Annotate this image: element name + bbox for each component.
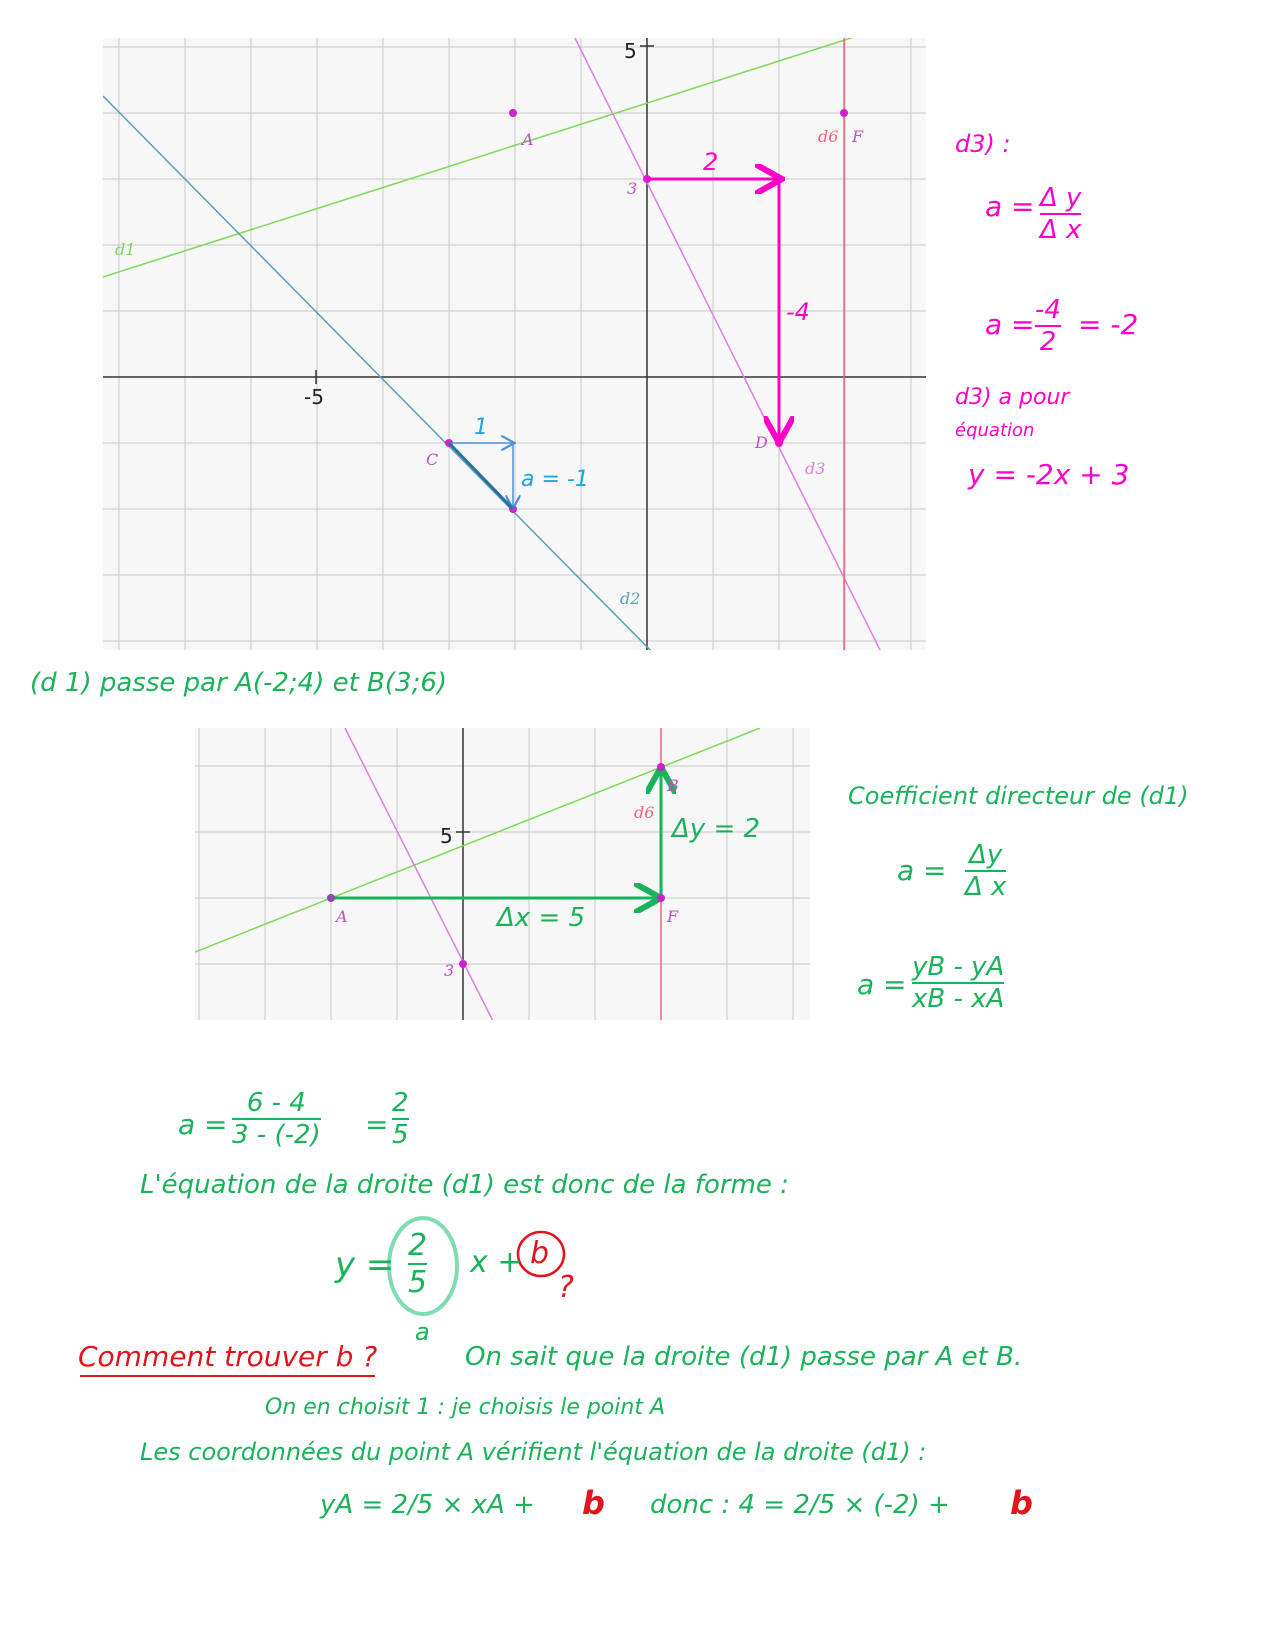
graph2-label-dy: Δy = 2 bbox=[672, 814, 761, 844]
coef-fraction-dy-dx bbox=[965, 840, 1006, 902]
d3-line1: d3) a pour bbox=[955, 385, 1070, 410]
final-mid: donc : 4 = 2/5 × (-2) + bbox=[650, 1490, 950, 1520]
d3-num: -4 bbox=[1035, 295, 1061, 325]
calc-eq: = bbox=[365, 1108, 389, 1141]
calc-fraction bbox=[232, 1088, 321, 1150]
d3-fraction-dy-dx bbox=[1040, 183, 1081, 245]
arrow-label-m4: -4 bbox=[786, 298, 810, 326]
coef-a-eq: a = bbox=[897, 854, 947, 887]
d3-dy: Δ y bbox=[1040, 183, 1082, 213]
d3-equation: y = -2x + 3 bbox=[968, 458, 1130, 491]
graph-2-background bbox=[195, 728, 810, 1020]
graph2-label-B: B bbox=[667, 776, 679, 795]
coef-a-eq2: a = bbox=[857, 968, 907, 1001]
calc-rden: 5 bbox=[392, 1120, 409, 1150]
tick-label-m5: -5 bbox=[304, 385, 324, 409]
coef-num: yB - yA bbox=[912, 952, 1005, 982]
question-text: On sait que la droite (d1) passe par A et B. bbox=[465, 1342, 1023, 1372]
graph2-label-d6: d6 bbox=[634, 803, 655, 822]
final-b1: b bbox=[582, 1484, 605, 1522]
label-d1: d1 bbox=[115, 240, 136, 259]
final-b2: b bbox=[1010, 1484, 1033, 1522]
form-den: 5 bbox=[408, 1265, 428, 1300]
point-D bbox=[775, 439, 783, 447]
slope-label-am1: a = -1 bbox=[521, 467, 589, 492]
point-F bbox=[840, 109, 848, 117]
choose-text: On en choisit 1 : je choisis le point A bbox=[265, 1395, 665, 1420]
label-D: D bbox=[755, 433, 768, 452]
label-F: F bbox=[852, 127, 864, 146]
coef-dy: Δy bbox=[969, 840, 1003, 870]
d3-a-eq2: a = bbox=[985, 308, 1035, 341]
arrow-label-2: 2 bbox=[703, 148, 719, 176]
label-d3: d3 bbox=[805, 459, 826, 478]
question-title: Comment trouver b ? bbox=[78, 1340, 378, 1373]
calc-result bbox=[392, 1088, 409, 1150]
calc-num: 6 - 4 bbox=[246, 1088, 306, 1118]
form-fraction bbox=[408, 1228, 427, 1300]
d3-line2: équation bbox=[955, 420, 1035, 441]
coef-title: Coefficient directeur de (d1) bbox=[848, 782, 1189, 810]
form-num: 2 bbox=[408, 1228, 428, 1263]
calc-rnum: 2 bbox=[392, 1088, 409, 1118]
graph2-point-F bbox=[657, 894, 665, 902]
graph2-point-B bbox=[657, 763, 665, 771]
verify-text: Les coordonnées du point A vérifient l'équation de la droite (d1) : bbox=[140, 1438, 927, 1466]
label-d2: d2 bbox=[620, 589, 641, 608]
graph2-label-F: F bbox=[667, 907, 679, 926]
calc-den: 3 - (-2) bbox=[232, 1120, 321, 1150]
label-C: C bbox=[426, 450, 439, 469]
graph2-point-A bbox=[327, 894, 335, 902]
sentence-form: L'équation de la droite (d1) est donc de la forme : bbox=[140, 1170, 789, 1200]
form-x-plus: x + bbox=[470, 1245, 523, 1280]
final-left: yA = 2/5 × xA + bbox=[320, 1490, 535, 1520]
arrow-label-1: 1 bbox=[474, 415, 488, 440]
coef-den: xB - xA bbox=[912, 984, 1005, 1014]
d1-intro: (d 1) passe par A(-2;4) et B(3;6) bbox=[30, 668, 448, 698]
coef-fraction-y-x bbox=[912, 952, 1004, 1014]
form-b: b bbox=[530, 1236, 550, 1271]
tick-label-5: 5 bbox=[624, 39, 637, 63]
graph2-label-dx: Δx = 5 bbox=[497, 903, 586, 933]
form-a-label: a bbox=[415, 1318, 430, 1346]
form-y-eq: y = bbox=[335, 1245, 395, 1285]
form-question-mark: ? bbox=[558, 1270, 574, 1305]
coef-dx: Δ x bbox=[965, 872, 1007, 902]
graph2-label-3: 3 bbox=[444, 961, 455, 980]
calc-a-eq: a = bbox=[178, 1108, 228, 1141]
graph2-point-3 bbox=[459, 960, 467, 968]
d3-a-eq: a = bbox=[985, 190, 1035, 223]
d3-heading: d3) : bbox=[955, 130, 1011, 158]
graph2-tick-label-5: 5 bbox=[440, 824, 453, 848]
d3-fraction-m4-2 bbox=[1035, 295, 1061, 357]
d3-result: = -2 bbox=[1078, 308, 1139, 341]
d3-den: 2 bbox=[1039, 327, 1057, 357]
point-A bbox=[509, 109, 517, 117]
graph2-label-A: A bbox=[336, 907, 348, 926]
label-A: A bbox=[522, 130, 534, 149]
label-d6: d6 bbox=[818, 127, 839, 146]
d3-dx: Δ x bbox=[1040, 215, 1082, 245]
label-3: 3 bbox=[627, 179, 638, 198]
